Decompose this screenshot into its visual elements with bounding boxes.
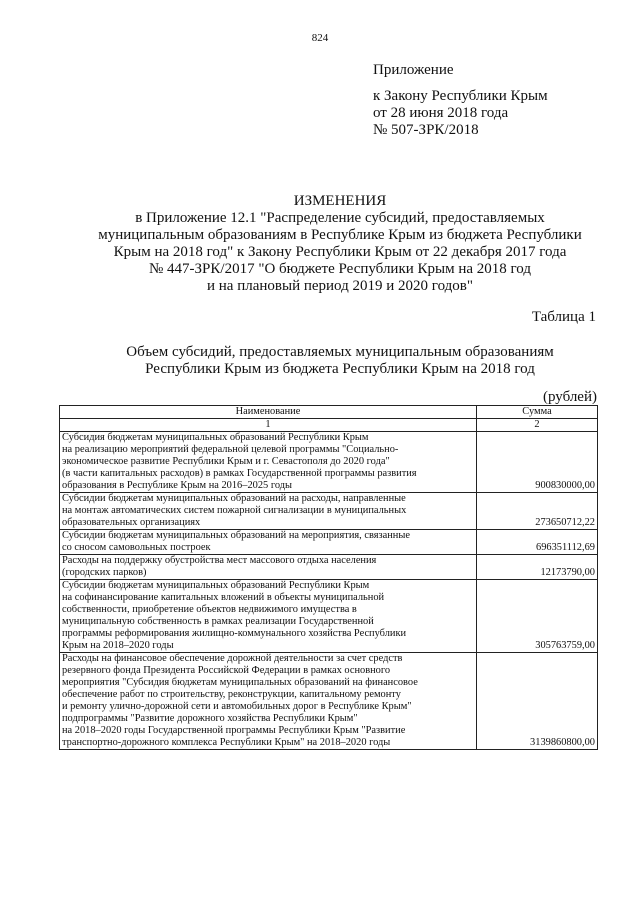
appendix-title: Приложение [373, 62, 454, 78]
row-amount: 12173790,00 [477, 555, 598, 580]
appendix-number-line: № 507-ЗРК/2018 [373, 122, 479, 138]
row-amount: 900830000,00 [477, 432, 598, 493]
column-number: 1 [60, 419, 477, 432]
heading-line: № 447-ЗРК/2017 "О бюджете Республики Крым на 2018 год [148, 261, 532, 277]
column-number-row [60, 419, 598, 432]
table-title [60, 344, 620, 378]
row-amount: 3139860800,00 [477, 653, 598, 750]
row-name: Субсидии бюджетам муниципальных образований Республики Крым на софинансирование капитальных вложений в объекты муниципальной собственности, приобретение объектов недвижимого имущества в муниципальную собственность в рамках реализации Государственной программы реформирования жилищно-коммунального хозяйства Республики Крым на 2018–2020 годы [60, 580, 477, 653]
subsidies-table [59, 405, 598, 750]
row-amount: 305763759,00 [477, 580, 598, 653]
row-name: Субсидия бюджетам муниципальных образований Республики Крым на реализацию мероприятий федеральной целевой программы "Социально- экономическое развитие Республики Крым и г. Севастополя до 2020 года" (в части капитальных расходов) в рамках Государственной программы развития образования в Республике Крым на 2016–2025 годы [60, 432, 477, 493]
table-row [60, 432, 598, 493]
table-title-line: Объем субсидий, предоставляемых муниципальным образованиям [126, 344, 554, 360]
heading-title: ИЗМЕНЕНИЯ [293, 193, 387, 209]
header-name: Наименование [60, 406, 477, 419]
heading-line: муниципальным образованиям в Республике Крым из бюджета Республики [98, 227, 582, 243]
table-title-line: Республики Крым из бюджета Республики Крым на 2018 год [145, 361, 535, 377]
table-row [60, 555, 598, 580]
row-amount: 273650712,22 [477, 493, 598, 530]
table-row [60, 580, 598, 653]
heading-line: в Приложение 12.1 "Распределение субсидий, предоставляемых [135, 210, 545, 226]
heading-line: Крым на 2018 год" к Закону Республики Крым от 22 декабря 2017 года [113, 244, 567, 260]
heading-line: и на плановый период 2019 и 2020 годов" [207, 278, 473, 294]
appendix-date-line: от 28 июня 2018 года [373, 105, 509, 121]
header-amount: Сумма [477, 406, 598, 419]
units-label: (рублей) [542, 389, 597, 405]
row-name: Субсидии бюджетам муниципальных образований на расходы, направленные на монтаж автоматических систем пожарной сигнализации в муниципальных образовательных организациях [60, 493, 477, 530]
row-name: Расходы на поддержку обустройства мест массового отдыха населения (городских парков) [60, 555, 477, 580]
row-name: Субсидии бюджетам муниципальных образований на мероприятия, связанные со сносом самовольных построек [60, 530, 477, 555]
document-heading [60, 193, 620, 295]
table-row [60, 653, 598, 750]
table-header-row [60, 406, 598, 419]
appendix-block [373, 62, 548, 139]
table-label: Таблица 1 [531, 309, 596, 325]
page-number: 824 [311, 32, 329, 44]
row-name: Расходы на финансовое обеспечение дорожной деятельности за счет средств резервного фонда Президента Российской Федерации в рамках основного мероприятия "Субсидия бюджетам муниципальных образований на финансовое обеспечение работ по строительству, реконструкции, капитальному ремонту и ремонту улично-дорожной сети и автомобильных дорог в Республике Крым" подпрограммы "Развитие дорожного хозяйства Республики Крым" на 2018–2020 годы Государственной программы Республики Крым "Развитие транспортно-дорожного комплекса Республики Крым" на 2018–2020 годы [60, 653, 477, 750]
column-number: 2 [477, 419, 598, 432]
table-row [60, 530, 598, 555]
table-row [60, 493, 598, 530]
row-amount: 696351112,69 [477, 530, 598, 555]
appendix-law-line: к Закону Республики Крым [373, 88, 548, 104]
